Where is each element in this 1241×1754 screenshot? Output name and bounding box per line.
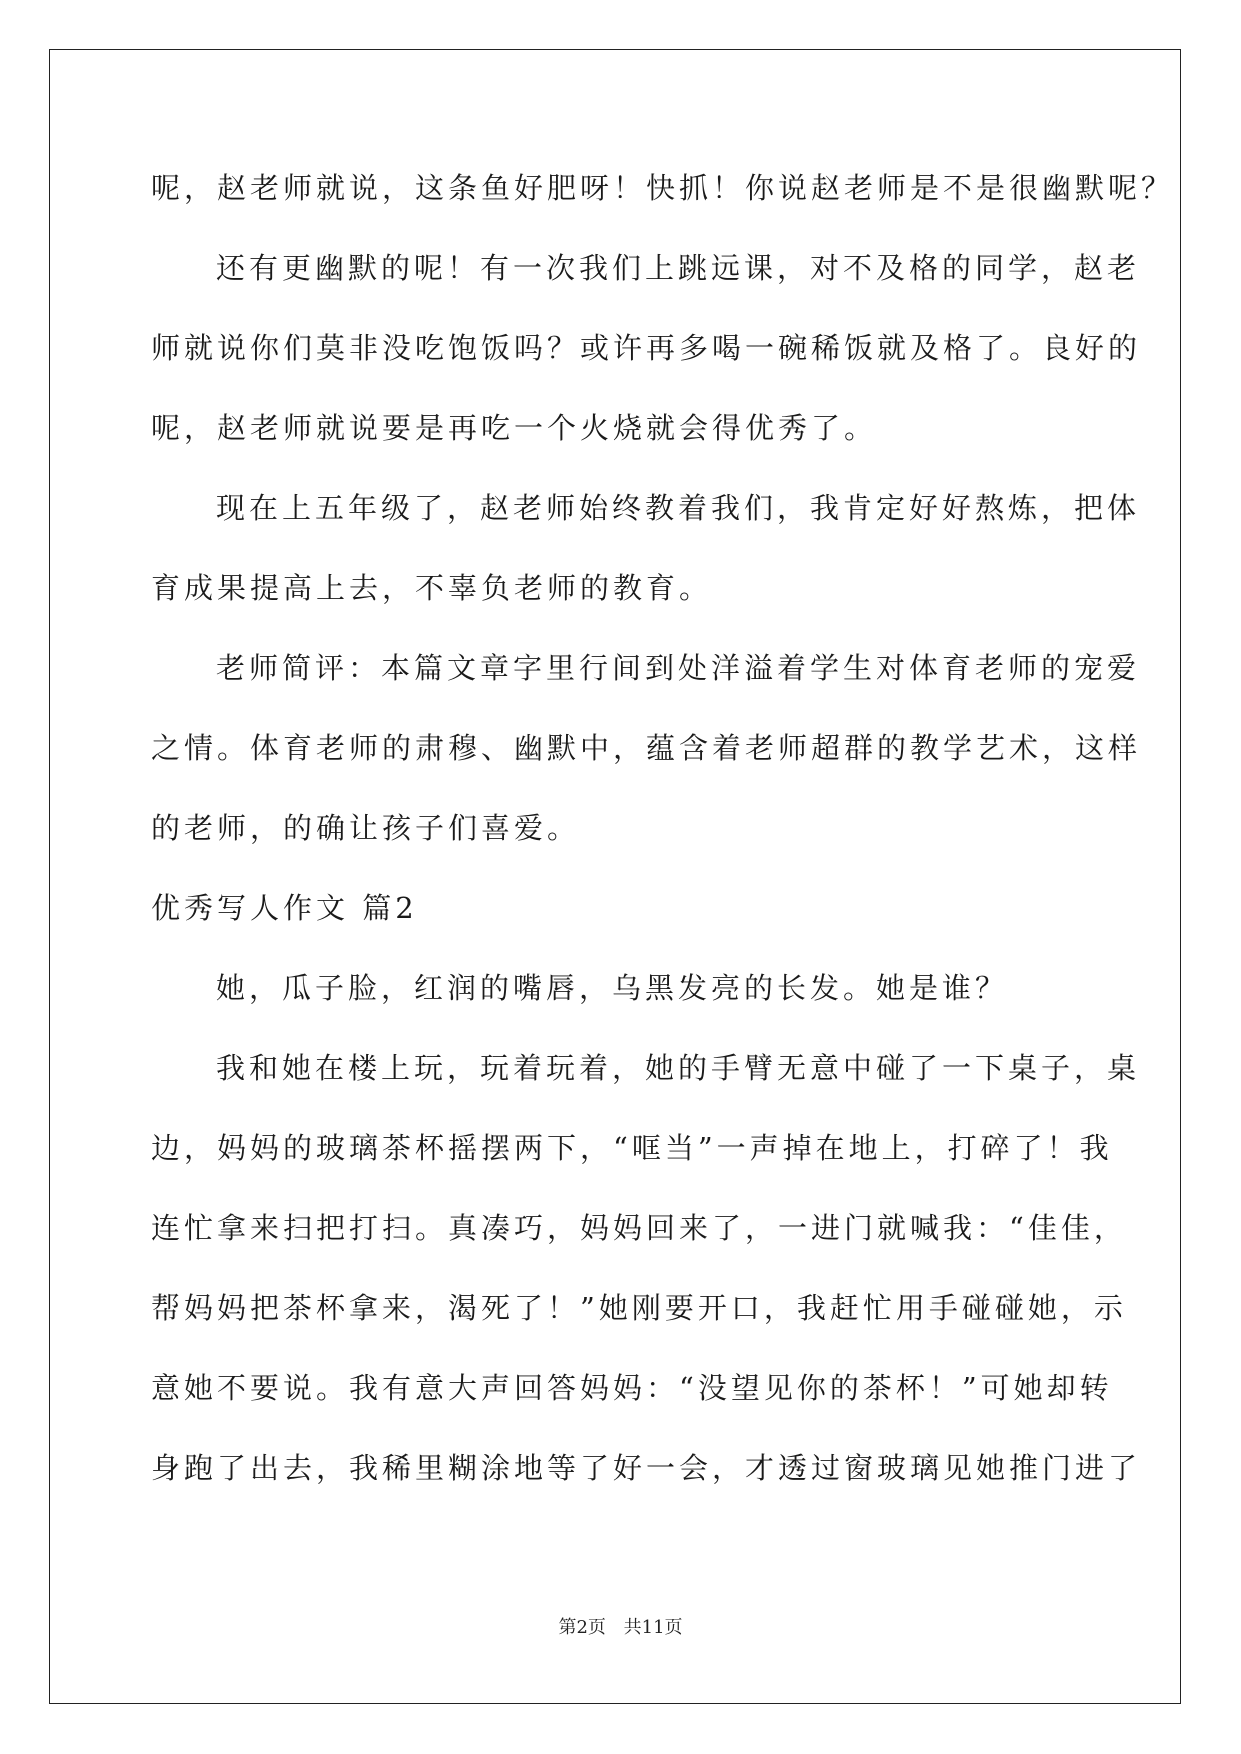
text-line: 边，妈妈的玻璃茶杯摇摆两下，“哐当”一声掉在地上，打碎了！我: [151, 1131, 1113, 1165]
text-line: 之情。体育老师的肃穆、幽默中，蕴含着老师超群的教学艺术，这样: [151, 731, 1142, 765]
text-line: 帮妈妈把茶杯拿来，渴死了！”她刚要开口，我赶忙用手碰碰她，示: [151, 1291, 1127, 1325]
text-line: 现在上五年级了，赵老师始终教着我们，我肯定好好熬炼，把体: [216, 491, 1141, 525]
text-line: 我和她在楼上玩，玩着玩着，她的手臂无意中碰了一下桌子，桌: [216, 1051, 1141, 1085]
text-line: 的老师，的确让孩子们喜爱。: [151, 811, 581, 845]
text-line: 呢，赵老师就说，这条鱼好肥呀！快抓！你说赵老师是不是很幽默呢？: [151, 171, 1175, 205]
text-line: 她，瓜子脸，红润的嘴唇，乌黑发亮的长发。她是谁？: [216, 971, 1009, 1005]
text-line: 育成果提高上去，不辜负老师的教育。: [151, 571, 713, 605]
text-line: 还有更幽默的呢！有一次我们上跳远课，对不及格的同学，赵老: [216, 251, 1141, 285]
text-line: 老师简评：本篇文章字里行间到处洋溢着学生对体育老师的宠爱: [216, 651, 1141, 685]
page-number: 第2页: [558, 1617, 606, 1638]
document-body: [151, 148, 1175, 1508]
text-line: 呢，赵老师就说要是再吃一个火烧就会得优秀了。: [151, 411, 878, 445]
text-line: 连忙拿来扫把打扫。真凑巧，妈妈回来了，一进门就喊我：“佳佳，: [151, 1211, 1127, 1245]
text-line: 师就说你们莫非没吃饱饭吗？或许再多喝一碗稀饭就及格了。良好的: [151, 331, 1142, 365]
page-footer: [0, 1613, 1241, 1639]
page-total: 共11页: [623, 1617, 683, 1638]
section-heading: 优秀写人作文 篇2: [151, 891, 418, 925]
text-line: 身跑了出去，我稀里糊涂地等了好一会，才透过窗玻璃见她推门进了: [151, 1451, 1142, 1485]
text-line: 意她不要说。我有意大声回答妈妈：“没望见你的茶杯！”可她却转: [151, 1371, 1113, 1405]
